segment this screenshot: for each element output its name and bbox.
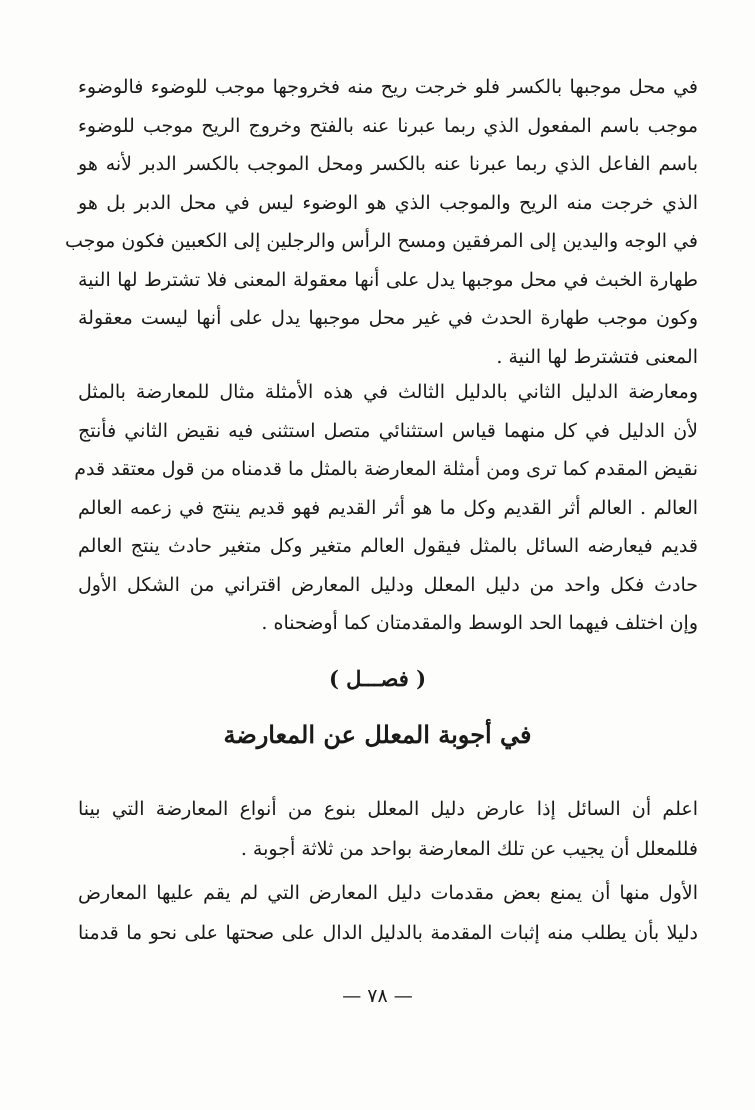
text-line: فللمعلل أن يجيب عن تلك المعارضة بواحد من ثلاثة أجوبة .	[240, 838, 698, 860]
paragraph-4	[78, 873, 698, 953]
paragraph-3	[78, 789, 698, 869]
text-line: طهارة الخبث في محل موجبها يدل على أنها معقولة المعنى فلا تشترط لها النية	[78, 268, 698, 291]
paragraph-2	[74, 373, 698, 643]
text-line: وإن اختلف فيهما الحد الوسط والمقدمتان كما أوضحناه .	[261, 612, 698, 634]
text-line: قديم فيعارضه السائل بالمثل فيقول العالم متغير وكل متغير حادث ينتج العالم	[78, 535, 698, 557]
text-line: موجب باسم المفعول الذي ربما عبرنا عنه بالفتح وخروج الريح موجب للوضوء	[78, 114, 698, 137]
text-line: باسم الفاعل الذي ربما عبرنا عنه بالكسر ومحل الموجب بالكسر الدبر لأنه هو	[78, 153, 698, 175]
text-line: اعلم أن السائل إذا عارض دليل المعلل بنوع من أنواع المعارضة التي بينا	[78, 798, 698, 820]
page-number: — ٧٨ —	[342, 985, 413, 1007]
text-line: حادث فكل واحد من دليل المعلل ودليل المعارض اقتراني من الشكل الأول	[78, 573, 698, 596]
section-label: ( فصـــل )	[328, 666, 427, 691]
text-line: العالم . العالم أثر القديم وكل ما هو أثر القديم فهو قديم ينتج في زعمه العالم	[78, 496, 698, 519]
text-line: نقيض المقدم كما ترى ومن أمثلة المعارضة بالمثل ما قدمناه من قول معتقد قدم	[74, 458, 698, 480]
text-line: الأول منها أن يمنع بعض مقدمات دليل المعارض التي لم يقم عليها المعارض	[78, 882, 698, 904]
section-title: في أجوبة المعلل عن المعارضة	[223, 720, 532, 749]
text-line: في الوجه واليدين إلى المرفقين ومسح الرأس والرجلين إلى الكعبين فكون موجب	[64, 230, 698, 252]
text-line: ومعارضة الدليل الثاني بالدليل الثالث في هذه الأمثلة مثال للمعارضة بالمثل	[78, 381, 698, 403]
text-line: في محل موجبها بالكسر فلو خرجت ريح منه فخروجها موجب للوضوء فالوضوء	[78, 76, 698, 98]
text-line: الذي خرجت منه الريح والموجب الذي هو الوضوء ليس في محل الدبر بل هو	[78, 191, 698, 214]
paragraph-1	[64, 68, 698, 376]
text-line: لأن الدليل في كل منهما قياس استثنائي متصل استثنى فيه نقيض الثاني فأنتج	[78, 419, 698, 442]
text-line: وكون موجب طهارة الحدث في غير محل موجبها يدل على أنها ليست معقولة	[78, 307, 698, 329]
text-line: دليلا بأن يطلب منه إثبات المقدمة بالدليل الدال على صحتها على نحو ما قدمنا	[78, 922, 698, 944]
text-line: المعنى فتشترط لها النية .	[496, 345, 698, 368]
